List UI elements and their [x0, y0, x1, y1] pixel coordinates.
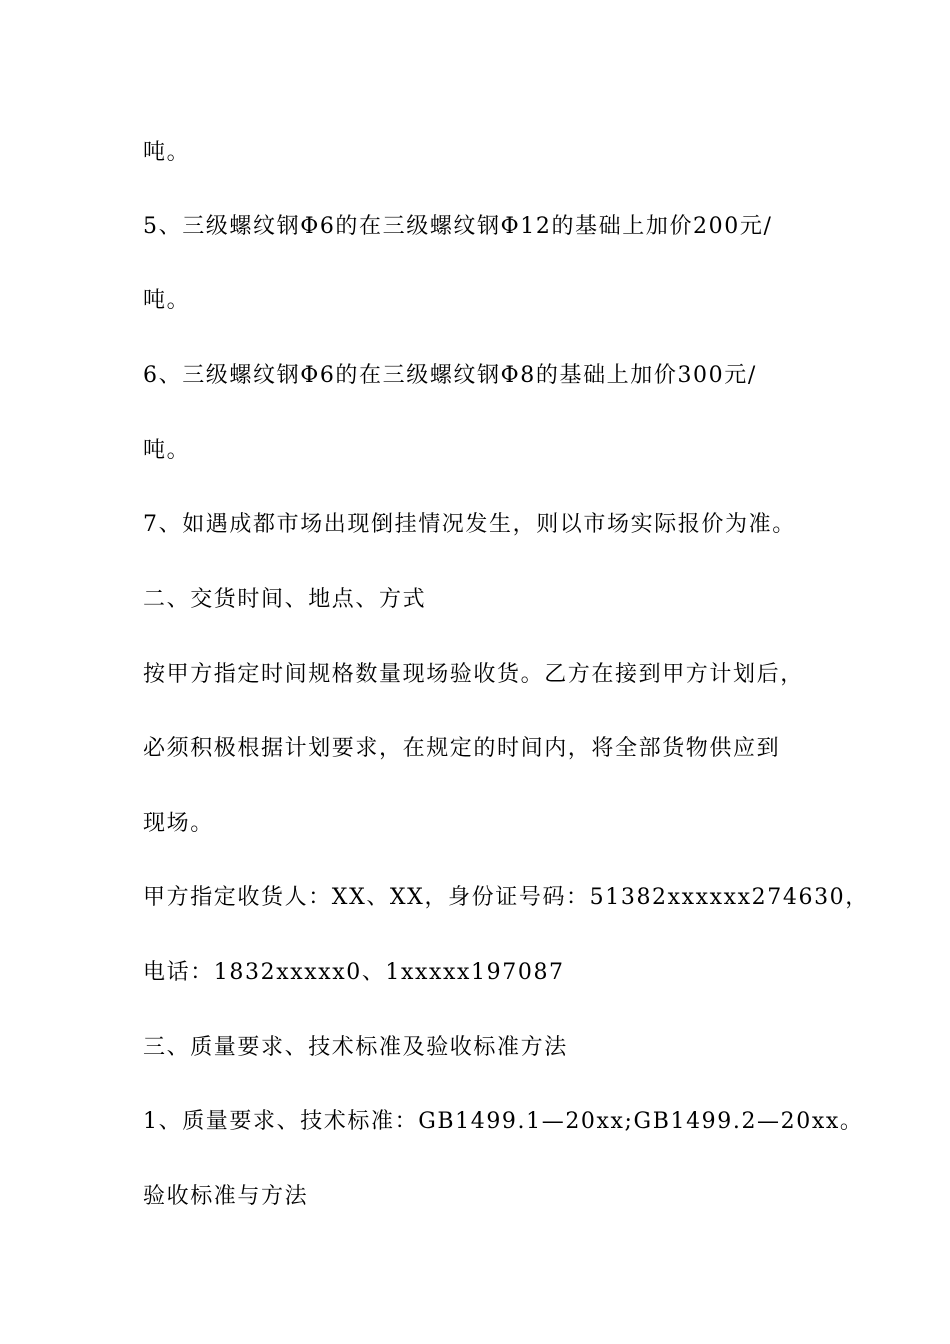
text-line: 必须积极根据计划要求，在规定的时间内，将全部货物供应到	[143, 736, 781, 761]
text-line: 电话：1832xxxxx0、1xxxxx197087	[143, 960, 565, 985]
text-line: 吨。	[143, 140, 191, 165]
section-heading: 二、交货时间、地点、方式	[143, 587, 427, 612]
text-line: 5、三级螺纹钢Φ6的在三级螺纹钢Φ12的基础上加价200元/	[143, 214, 773, 239]
text-line: 1、质量要求、技术标准：GB1499.1—20xx;GB1499.2—20xx。	[143, 1109, 864, 1134]
text-line: 甲方指定收货人：XX、XX，身份证号码：51382xxxxxx274630，	[143, 885, 869, 910]
text-line: 现场。	[143, 811, 214, 836]
text-line: 验收标准与方法	[143, 1184, 309, 1209]
text-line: 按甲方指定时间规格数量现场验收货。乙方在接到甲方计划后，	[143, 662, 804, 687]
text-line: 6、三级螺纹钢Φ6的在三级螺纹钢Φ8的基础上加价300元/	[143, 363, 757, 388]
text-line: 吨。	[143, 288, 191, 313]
text-line: 7、如遇成都市场出现倒挂情况发生，则以市场实际报价为准。	[143, 512, 796, 537]
text-line: 吨。	[143, 438, 191, 463]
section-heading: 三、质量要求、技术标准及验收标准方法	[143, 1035, 568, 1060]
